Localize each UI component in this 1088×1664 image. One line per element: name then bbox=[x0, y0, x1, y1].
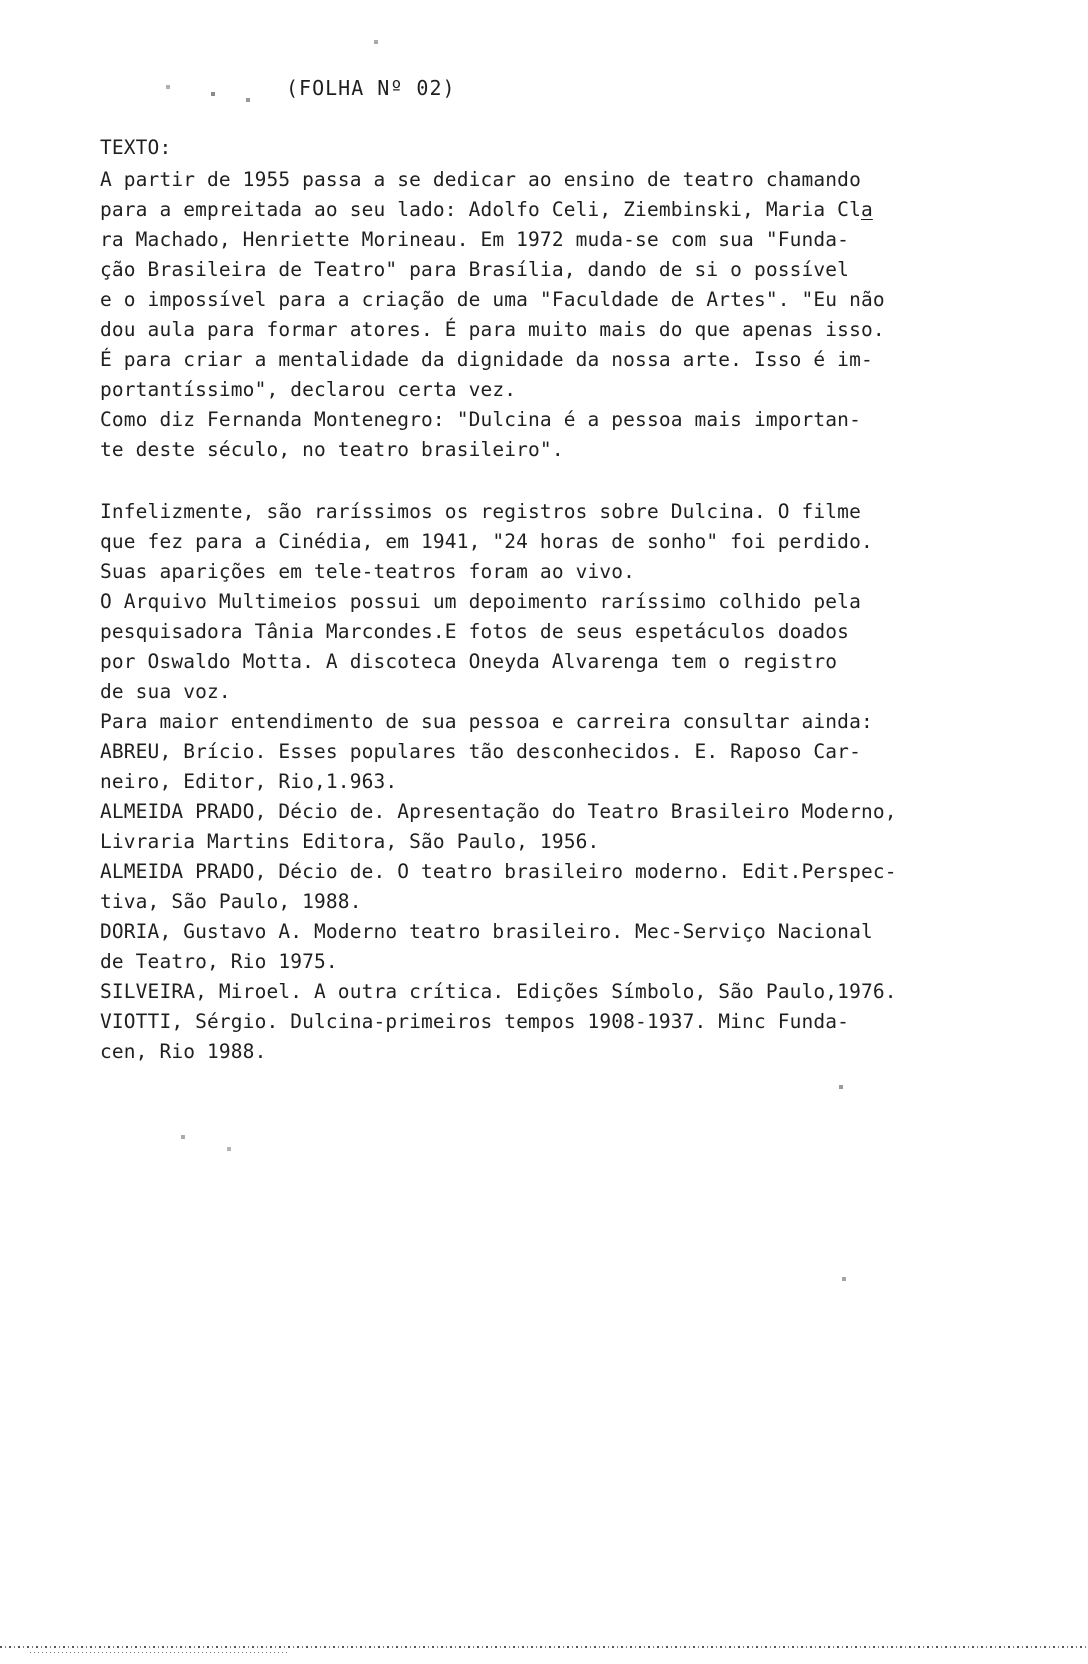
text-line: VIOTTI, Sérgio. Dulcina-primeiros tempos 1908-1937. Minc Funda- bbox=[100, 1010, 850, 1033]
text-line: É para criar a mentalidade da dignidade da nossa arte. Isso é im- bbox=[100, 348, 873, 371]
text-line bbox=[100, 195, 1088, 225]
text-line: cen, Rio 1988. bbox=[100, 1040, 267, 1063]
text-line: e o impossível para a criação de uma "Faculdade de Artes". "Eu não bbox=[100, 288, 885, 311]
text-line: A partir de 1955 passa a se dedicar ao ensino de teatro chamando bbox=[100, 168, 861, 191]
text-line: O Arquivo Multimeios possui um depoimento raríssimo colhido pela bbox=[100, 590, 861, 613]
text-line: dou aula para formar atores. É para muito mais do que apenas isso. bbox=[100, 318, 885, 341]
text-line: Suas aparições em tele-teatros foram ao vivo. bbox=[100, 560, 636, 583]
text-line: tiva, São Paulo, 1988. bbox=[100, 890, 362, 913]
text-line: DORIA, Gustavo A. Moderno teatro brasileiro. Mec-Serviço Nacional bbox=[100, 920, 873, 943]
text-line: ABREU, Brício. Esses populares tão desconhecidos. E. Raposo Car- bbox=[100, 740, 861, 763]
text-line: que fez para a Cinédia, em 1941, "24 horas de sonho" foi perdido. bbox=[100, 530, 873, 553]
text-line: neiro, Editor, Rio,1.963. bbox=[100, 770, 398, 793]
paragraph-gap bbox=[100, 465, 1088, 497]
text-line: te deste século, no teatro brasileiro". bbox=[100, 438, 564, 461]
paragraph-2 bbox=[100, 497, 1088, 1067]
text-line: SILVEIRA, Miroel. A outra crítica. Edições Símbolo, São Paulo,1976. bbox=[100, 980, 897, 1003]
text-line: pesquisadora Tânia Marcondes.E fotos de seus espetáculos doados bbox=[100, 620, 850, 643]
scan-artifact-line-secondary bbox=[30, 1652, 290, 1653]
underlined-letter: a bbox=[860, 198, 873, 221]
text-line: por Oswaldo Motta. A discoteca Oneyda Alvarenga tem o registro bbox=[100, 650, 838, 673]
text-line: Para maior entendimento de sua pessoa e carreira consultar ainda: bbox=[100, 710, 873, 733]
text-line: ALMEIDA PRADO, Décio de. O teatro brasileiro moderno. Edit.Perspec- bbox=[100, 860, 897, 883]
text-line: ção Brasileira de Teatro" para Brasília, dando de si o possível bbox=[100, 258, 850, 281]
text-line: ra Machado, Henriette Morineau. Em 1972 muda-se com sua "Funda- bbox=[100, 228, 850, 251]
text-line: Infelizmente, são raríssimos os registros sobre Dulcina. O filme bbox=[100, 500, 861, 523]
scan-noise-dots bbox=[0, 0, 2, 2]
text-line: Como diz Fernanda Montenegro: "Dulcina é a pessoa mais importan- bbox=[100, 408, 861, 431]
paragraph-1 bbox=[100, 165, 1088, 465]
text-line: de Teatro, Rio 1975. bbox=[100, 950, 338, 973]
text-line-prefix: para a empreitada ao seu lado: Adolfo Celi, Ziembinski, Maria Cl bbox=[100, 198, 861, 221]
text-line: Livraria Martins Editora, São Paulo, 1956. bbox=[100, 830, 600, 853]
scan-artifact-line bbox=[0, 1646, 1088, 1648]
text-line: portantíssimo", declarou certa vez. bbox=[100, 378, 517, 401]
text-line: de sua voz. bbox=[100, 680, 231, 703]
text-line: ALMEIDA PRADO, Décio de. Apresentação do Teatro Brasileiro Moderno, bbox=[100, 800, 897, 823]
section-label: TEXTO: bbox=[100, 136, 172, 159]
page-header: (FOLHA Nº 02) bbox=[286, 76, 456, 100]
